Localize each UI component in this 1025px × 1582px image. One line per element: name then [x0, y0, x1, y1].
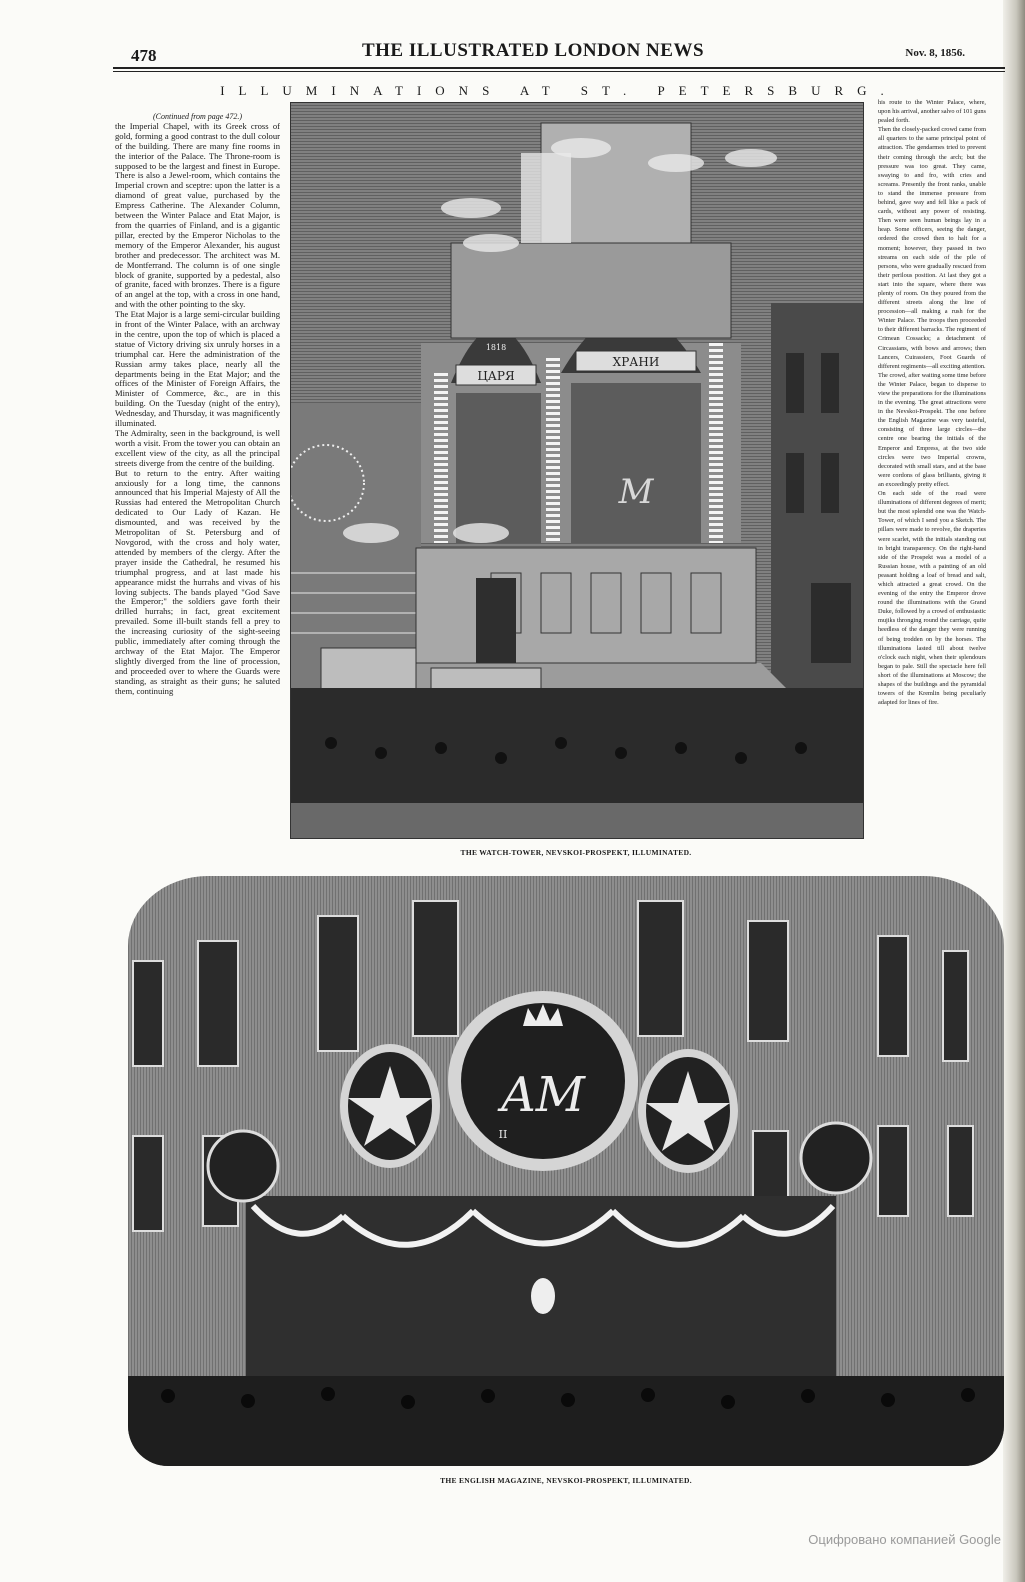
- article-paragraph: The Admiralty, seen in the background, is well worth a visit. From the tower you can obtain an excellent view of the city, as all the principal streets diverge from the centre of the building.: [115, 428, 280, 468]
- header-rule-thin: [113, 71, 1005, 72]
- continued-note: (Continued from page 472.): [152, 112, 243, 121]
- caption-watch-tower: THE WATCH-TOWER, NEVSKOI-PROSPEKT, ILLUMINATED.: [460, 848, 692, 857]
- article-paragraph: the Imperial Chapel, with its Greek cross of gold, forming a good contrast to the dull colour of the building. There are many fine rooms in the interior of the Palace. The Throne-room is supposed to be the largest and finest in Europe. There is also a Jewel-room, which contains the Imperial crown and sceptre: upon the latter is a diamond of great value, purchased by the Empress Catherine. The Alexander Column, between the Winter Palace and Etat Major, is from the quarries of Finland, and is a gigantic pillar, erected by the Emperor Nicholas to the memory of the Emperor Alexander, his august brother and predecessor. The architect was M. de Montferrand. The column is of one single block of granite, supported by a pedestal, also of granite, faced with bronzes. There is a figure of an angel at the top, with a cross in one hand, and with the other pointing to the sky.: [115, 120, 280, 310]
- header-rule: [113, 67, 1005, 69]
- banner-right: ХРАНИ: [612, 355, 660, 369]
- year-left: 1818: [485, 343, 507, 352]
- english-magazine-engraving: [128, 876, 1004, 1466]
- article-paragraph: Then the closely-packed crowd came from all quarters to the same principal point of attraction. The gendarmes tried to prevent their coming through the arch; but the pressure was too great. They came, swaying to and fro, with cries and screams. Presently the front ranks, unable to stand the immense pressure from behind, gave way and fell like a pack of cards, without any power of resisting. Then were seen human beings lay in a heap. Some officers, seeing the danger, ordered the crowd then to halt for a moment; however, they passed in two streams on each side of the pile of persons, who were gradually rescued from their perilous position. At last they got a start into the square, where there was plenty of room. On they poured from the different streets along the line of procession—all making a rush for the Winter Palace. The troops then proceeded to their different barracks. The regiment of Crimean Cossacks; a detachment of Circassians, with bows and arrows; then Lancers, Cuirassiers, Foot Guards of different regiments—all exciting attention.: [878, 126, 986, 370]
- magazine-numeral: II: [498, 1128, 508, 1141]
- page-edge: [1003, 0, 1025, 1582]
- section-title: ILLUMINATIONS AT ST. PETERSBURG.: [220, 83, 898, 98]
- article-paragraph: The crowd, after waiting some time before the Winter Palace, began to disperse to view the preparations for the illuminations in the evening. The great attractions were in the Nevskoi-Prospekt. The one before the English Magazine was very tasteful, consisting of three large circles—the centre one bearing the initials of the Emperor and Empress, at the two side circles were two Imperial crowns, decorated with small stars, and at the base were cordons of glass brilliants, giving it an exceedingly pretty effect.: [878, 371, 986, 488]
- caption-english-magazine: THE ENGLISH MAGAZINE, NEVSKOI-PROSPEKT, ILLUMINATED.: [440, 1476, 692, 1485]
- english-magazine-drawing: [128, 876, 1004, 1466]
- masthead: THE ILLUSTRATED LONDON NEWS: [361, 40, 705, 61]
- digitization-watermark: Оцифровано компанией Google: [808, 1532, 1001, 1547]
- article-paragraph: The Etat Major is a large semi-circular building in front of the Winter Palace, with an archway in the centre, upon the top of which is placed a statue of Victory driving six unruly horses in a triumphal car. Here the administration of the Russian army takes place, nearly all the departments being in the Etat Major; and the offices of the Minister of Foreign Affairs, the Minister of Commerce, &c., are in this building. On the Tuesday (night of the entry), Wednesday, and Thursday, it was magnificently illuminated.: [115, 309, 280, 429]
- tower-monogram: M: [618, 472, 654, 512]
- article-paragraph: But to return to the entry. After waiting anxiously for a long time, the cannons announced that his Imperial Majesty of All the Russias had entered the Metropolitan Church dedicated to Our Lady of Kazan. He dismounted, and was received by the Metropolitan of St. Petersburg and of Novgorod, with the cross and holy water, attended by members of the clergy. After the prayer inside the Cathedral, he resumed his triumphal progress, and at last made his appearance midst the hurrahs and vivas of his loving subjects. The bands played "God Save the Emperor;" the soldiers gave forth their drilled hurrahs; in fact, great excitement prevailed. Some ill-built stands fell a prey to the increasing curiosity of the sight-seeing public, immediately after coming through the archway of the Etat Major. The Emperor slightly diverged from the line of procession, and proceeded over to where the Guards were standing, as straight as their guns; he saluted them, continuing: [115, 467, 280, 696]
- article-paragraph: his route to the Winter Palace, where, upon his arrival, another salvo of 101 guns pealed forth.: [878, 99, 986, 125]
- article-paragraph: On each side of the road were illuminations of different degrees of merit; but the most splendid one was the Watch-Tower, of which I send you a Sketch. The pillars were made to revolve, the draperies were scarlet, with the initials standing out in bright transparency. On the right-hand side of the Prospekt was a model of a Russian house, with a painting of an old peasant holding a loaf of bread and salt, which attracted a great crowd. On the evening of the entry the Emperor drove round the illuminations with the Grand Duke, followed by a crowd of enthusiastic mujiks thronging round the carriage, quite heedless of the danger they were running of being trodden on by the horses. The illuminations lasted till about twelve o'clock each night, when their splendours began to pale. Still the spectacle here fell short of the illuminations at Moscow; the shapes of the buildings and the pyramidal towers of the Kremlin being peculiarly adapted for lines of fire.: [878, 490, 986, 707]
- right-text-column: [878, 98, 986, 852]
- banner-left: ЦАРЯ: [477, 369, 515, 383]
- page-number: 478: [131, 46, 157, 65]
- left-text-column: [115, 112, 280, 868]
- issue-date: Nov. 8, 1856.: [905, 47, 965, 59]
- magazine-monogram: AM: [501, 1067, 585, 1123]
- watch-tower-drawing: [291, 103, 863, 838]
- watch-tower-engraving: [290, 102, 864, 839]
